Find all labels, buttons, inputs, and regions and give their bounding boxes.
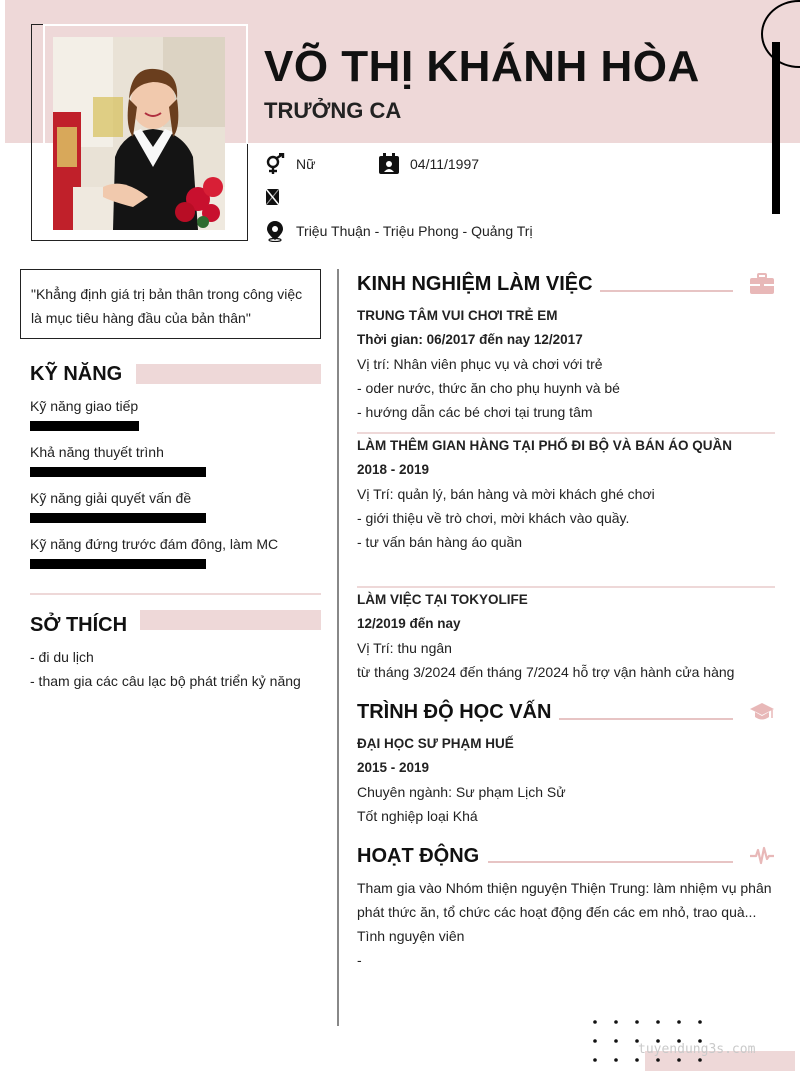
activity-detail: - [357, 952, 362, 968]
education-period: 2015 - 2019 [357, 760, 430, 775]
candidate-name: VÕ THỊ KHÁNH HÒA [264, 42, 700, 91]
experience-title: KINH NGHIỆM LÀM VIỆC [357, 273, 593, 295]
experience-title-line [600, 290, 733, 292]
job-detail: Vị Trí: quản lý, bán hàng và mời khách ghé chơi [357, 486, 655, 502]
job-detail: Vị Trí: thu ngân [357, 640, 452, 656]
skills-title-bar [136, 364, 321, 384]
hobbies-title: SỞ THÍCH [30, 614, 128, 636]
hobbies-title-bar [140, 610, 321, 630]
watermark: tuyendung3s.com [638, 1042, 756, 1057]
job-detail: Vị trí: Nhân viên phục vụ và chơi với trẻ [357, 356, 603, 372]
activities-title-line [488, 861, 733, 863]
job-detail: - giới thiệu về trò chơi, mời khách vào quầy. [357, 510, 630, 526]
hobby-item: - đi du lịch [30, 649, 94, 665]
decorative-vertical-bar [772, 42, 780, 214]
email-info [264, 186, 296, 208]
column-divider [337, 269, 339, 1026]
profile-photo [53, 37, 225, 230]
skill-level-bar [30, 467, 206, 477]
education-title-line [559, 718, 733, 720]
job-separator [357, 586, 775, 588]
education-detail: Tốt nghiệp loại Khá [357, 808, 478, 824]
gender-value: Nữ [296, 156, 316, 172]
hobby-item: - tham gia các câu lạc bộ phát triển kỷ năng [30, 673, 301, 689]
job-company: LÀM VIỆC TẠI TOKYOLIFE [357, 592, 528, 607]
job-detail: - tư vấn bán hàng áo quần [357, 534, 523, 550]
activity-detail: Tham gia vào Nhóm thiện nguyện Thiện Trung: làm nhiệm vụ phân [357, 880, 772, 896]
skills-title: KỸ NĂNG [30, 363, 123, 385]
education-title: TRÌNH ĐỘ HỌC VẤN [357, 701, 552, 723]
heartbeat-icon [749, 845, 775, 867]
skill-label: Kỹ năng đứng trước đám đông, làm MC [30, 536, 279, 552]
job-period: 12/2019 đến nay [357, 616, 461, 631]
section-divider [30, 593, 321, 595]
job-detail: - oder nước, thức ăn cho phụ huynh và bé [357, 380, 620, 396]
activities-title: HOẠT ĐỘNG [357, 845, 480, 867]
job-company: TRUNG TÂM VUI CHƠI TRẺ EM [357, 308, 558, 323]
education-detail: Chuyên ngành: Sư phạm Lịch Sử [357, 784, 566, 800]
skill-level-bar [30, 513, 206, 523]
candidate-role: TRƯỞNG CA [264, 98, 402, 123]
skill-label: Kỹ năng giao tiếp [30, 398, 139, 414]
job-period: Thời gian: 06/2017 đến nay 12/2017 [357, 332, 583, 347]
activity-detail: Tình nguyện viên [357, 928, 465, 944]
activity-detail: phát thức ăn, tổ chức các hoạt động đến các em nhỏ, trao quà... [357, 904, 757, 920]
location-pin-icon [264, 220, 286, 242]
email-icon [264, 186, 286, 208]
career-objective-quote: "Khẳng định giá trị bản thân trong công việc là mục tiêu hàng đầu của bản thân" [20, 269, 321, 339]
birthdate-info [378, 153, 479, 175]
job-period: 2018 - 2019 [357, 462, 430, 477]
address-value: Triệu Thuận - Triệu Phong - Quảng Trị [296, 223, 533, 239]
briefcase-icon [749, 273, 775, 295]
gender-info [264, 153, 315, 175]
graduation-cap-icon [749, 701, 775, 723]
job-separator [357, 432, 775, 434]
calendar-icon [378, 153, 400, 175]
gender-icon [264, 153, 286, 175]
education-school: ĐẠI HỌC SƯ PHẠM HUẾ [357, 736, 514, 751]
job-detail: từ tháng 3/2024 đến tháng 7/2024 hỗ trợ vận hành cửa hàng [357, 664, 735, 680]
skill-label: Kỹ năng giải quyết vấn đề [30, 490, 192, 506]
birthdate-value: 04/11/1997 [410, 156, 480, 172]
skill-level-bar [30, 421, 139, 431]
skill-level-bar [30, 559, 206, 569]
skill-label: Khả năng thuyết trình [30, 444, 164, 460]
job-company: LÀM THÊM GIAN HÀNG TẠI PHỐ ĐI BỘ VÀ BÁN ÁO QUẦN [357, 438, 732, 453]
address-info [264, 220, 533, 242]
job-detail: - hướng dẫn các bé chơi tại trung tâm [357, 404, 593, 420]
